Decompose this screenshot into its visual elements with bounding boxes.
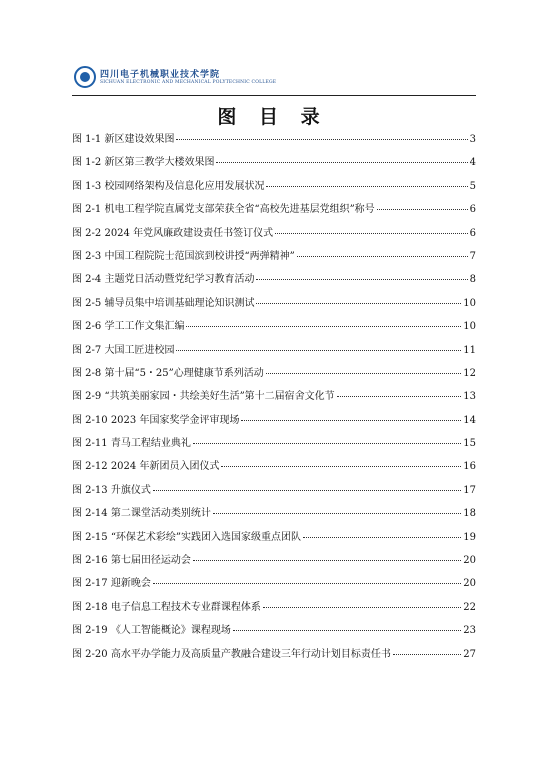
toc-entry[interactable] — [72, 598, 476, 621]
toc-entry-page: 16 — [463, 461, 476, 473]
logo-emblem — [80, 72, 90, 82]
toc-entry-label: 图 1-1 新区建设效果图 — [72, 134, 175, 145]
toc-entry[interactable] — [72, 528, 476, 551]
toc-entry[interactable] — [72, 457, 476, 480]
document-header — [72, 64, 476, 94]
toc-entry-label: 图 2-13 升旗仪式 — [72, 484, 151, 496]
toc-entry-page: 18 — [463, 508, 476, 520]
toc-entry[interactable] — [72, 130, 476, 153]
dot-leader — [393, 654, 461, 655]
toc-entry-page: 6 — [469, 204, 476, 216]
toc-entry-label: 图 2-7 大国工匠进校园 — [72, 344, 175, 356]
toc-entry[interactable] — [72, 294, 476, 317]
dot-leader — [275, 233, 468, 234]
dot-leader — [266, 186, 467, 187]
toc-entry[interactable] — [72, 153, 476, 176]
dot-leader — [377, 209, 468, 210]
toc-entry[interactable] — [72, 200, 476, 223]
toc-entry-page: 11 — [463, 344, 476, 356]
toc-entry-label: 图 2-9 “共筑美丽家园・共绘美好生活”第十二届宿舍文化节 — [72, 391, 335, 403]
toc-entry-label: 图 2-8 第十届“5・25”心理健康节系列活动 — [72, 367, 264, 379]
toc-entry-label: 图 2-17 迎新晚会 — [72, 578, 151, 590]
toc-entry-page: 19 — [463, 531, 476, 543]
dot-leader — [216, 162, 467, 163]
dot-leader — [193, 443, 461, 444]
toc-entry-page: 22 — [463, 601, 476, 613]
toc-entry[interactable] — [72, 224, 476, 247]
toc-entry[interactable] — [72, 551, 476, 574]
toc-entry-page: 20 — [463, 578, 476, 590]
toc-entry-page: 5 — [469, 180, 476, 192]
toc-entry[interactable] — [72, 434, 476, 457]
dot-leader — [241, 420, 461, 421]
toc-entry-page: 17 — [463, 484, 476, 496]
toc-entry-label: 图 2-2 2024 年党风廉政建设责任书签订仪式 — [72, 227, 274, 239]
dot-leader — [153, 490, 461, 491]
dot-leader — [256, 279, 467, 280]
toc-entry-label: 图 2-5 辅导员集中培训基础理论知识测试 — [72, 297, 255, 309]
toc-entry-page: 10 — [463, 321, 476, 333]
toc-entry-label: 图 2-1 机电工程学院直属党支部荣获全省“高校先进基层党组织”称号 — [72, 204, 375, 216]
toc-entry-page: 12 — [463, 367, 476, 379]
toc-entry[interactable] — [72, 411, 476, 434]
toc-entry-page: 13 — [463, 391, 476, 403]
dot-leader — [337, 396, 462, 397]
toc-entry-page: 3 — [469, 134, 476, 145]
toc-entry-label: 图 2-10 2023 年国家奖学金评审现场 — [72, 414, 240, 426]
dot-leader — [297, 256, 468, 257]
toc-entry[interactable] — [72, 341, 476, 364]
toc-entry-label: 图 2-4 主题党日活动暨党纪学习教育活动 — [72, 274, 255, 286]
toc-entry[interactable] — [72, 387, 476, 410]
toc-entry-label: 图 2-20 高水平办学能力及高质量产教融合建设三年行动计划目标责任书 — [72, 648, 391, 660]
toc-entry-label: 图 2-12 2024 年新团员入团仪式 — [72, 461, 220, 473]
toc-entry[interactable] — [72, 481, 476, 504]
page-title: 图 目 录 — [217, 106, 328, 128]
toc-entry[interactable] — [72, 574, 476, 597]
toc-entry-page: 6 — [469, 227, 476, 239]
toc-entry-label: 图 1-3 校园网络架构及信息化应用发展状况 — [72, 180, 265, 192]
toc-entry-label: 图 2-11 青马工程结业典礼 — [72, 438, 191, 450]
toc-entry-page: 20 — [463, 555, 476, 567]
toc-entry-page: 4 — [469, 157, 476, 169]
toc-entry-label: 图 1-2 新区第三教学大楼效果图 — [72, 157, 215, 169]
dot-leader — [303, 537, 461, 538]
college-name-cn: 四川电子机械职业技术学院 — [100, 70, 221, 80]
college-logo-icon — [74, 66, 96, 88]
figure-list — [72, 130, 476, 668]
toc-entry[interactable] — [72, 645, 476, 668]
college-name-en: SICHUAN ELECTRONIC AND MECHANICAL POLYTECHNIC COLLEGE — [100, 80, 277, 85]
dot-leader — [233, 630, 461, 631]
dot-leader — [263, 607, 461, 608]
dot-leader — [153, 583, 461, 584]
toc-entry[interactable] — [72, 270, 476, 293]
dot-leader — [176, 350, 461, 351]
toc-entry-page: 8 — [469, 274, 476, 286]
dot-leader — [256, 303, 461, 304]
toc-entry[interactable] — [72, 317, 476, 340]
toc-entry-page: 7 — [469, 250, 476, 262]
toc-entry-page: 27 — [463, 648, 476, 660]
dot-leader — [176, 139, 467, 140]
toc-entry[interactable] — [72, 364, 476, 387]
toc-entry-label: 图 2-14 第二课堂活动类别统计 — [72, 508, 211, 520]
toc-entry-page: 15 — [463, 438, 476, 450]
header-divider — [72, 95, 476, 96]
toc-entry-label: 图 2-6 学工工作文集汇编 — [72, 321, 185, 333]
toc-entry[interactable] — [72, 177, 476, 200]
dot-leader — [186, 326, 461, 327]
dot-leader — [221, 466, 461, 467]
toc-entry-label: 图 2-3 中国工程院院士范国滨到校讲授“两弹精神” — [72, 250, 295, 262]
toc-entry[interactable] — [72, 247, 476, 270]
toc-entry-label: 图 2-15 “环保艺术彩绘”实践团入选国家级重点团队 — [72, 531, 302, 543]
toc-entry-page: 14 — [463, 414, 476, 426]
toc-entry-label: 图 2-18 电子信息工程技术专业群课程体系 — [72, 601, 261, 613]
dot-leader — [193, 560, 461, 561]
dot-leader — [213, 513, 461, 514]
toc-entry[interactable] — [72, 504, 476, 527]
toc-entry-label: 图 2-19 《人工智能概论》课程现场 — [72, 625, 231, 637]
toc-entry[interactable] — [72, 621, 476, 644]
toc-entry-page: 23 — [463, 625, 476, 637]
toc-entry-label: 图 2-16 第七届田径运动会 — [72, 555, 191, 567]
dot-leader — [266, 373, 461, 374]
toc-entry-page: 10 — [463, 297, 476, 309]
